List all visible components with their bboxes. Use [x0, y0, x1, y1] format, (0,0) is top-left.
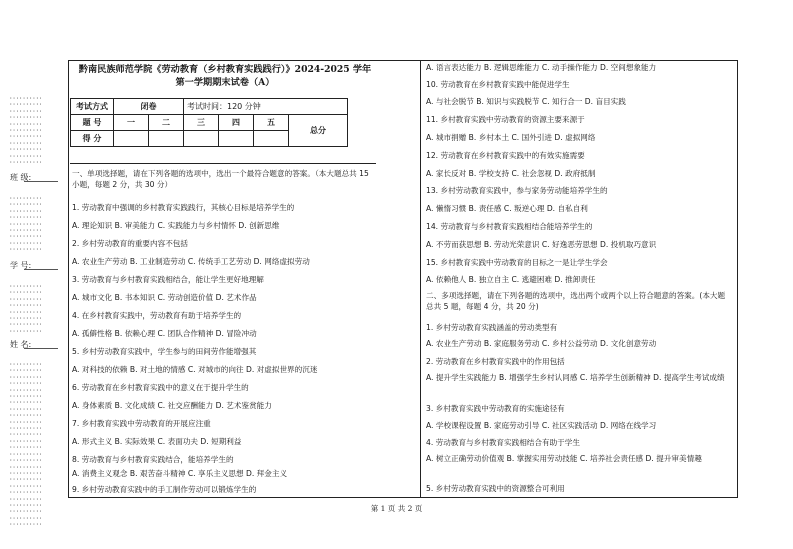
score-cell-4[interactable] — [219, 131, 254, 147]
class-blank — [24, 181, 58, 182]
part-5: 五 — [254, 115, 289, 131]
options-line: A. 学校课程设置 B. 家庭劳动引导 C. 社区实践活动 D. 网络在线学习 — [426, 421, 657, 430]
options-line: A. 形式主义 B. 实际效果 C. 表面功夫 D. 短期利益 — [72, 437, 242, 446]
score-cell-1[interactable] — [114, 131, 149, 147]
score-cell-3[interactable] — [184, 131, 219, 147]
question-number-label: 题 号 — [71, 115, 114, 131]
exam-time: 考试时间：120 分钟 — [184, 99, 348, 115]
score-table — [70, 98, 348, 147]
score-label: 得 分 — [71, 131, 114, 147]
dotted-seal-line: ·········· ·········· ·········· ·········· ·········· ·········· ·········· ·········· ·········· ·········· ·········· ·········· ·········· ·········· ·········· ·········· ·········· ·········· ·········· ·········· ·········· ·········· ·········· ·········· ·········· ·········· — [9, 362, 43, 529]
options-line: A. 身体素质 B. 文化成绩 C. 社交应酬能力 D. 艺术鉴赏能力 — [72, 401, 272, 410]
options-line: A. 家长反对 B. 学校支持 C. 社会忽视 D. 政府抵制 — [426, 169, 596, 178]
options-line: A. 消费主义观念 B. 艰苦奋斗精神 C. 享乐主义思想 D. 拜金主义 — [72, 469, 288, 478]
options-line: A. 城市捐赠 B. 乡村本土 C. 国外引进 D. 虚拟网络 — [426, 133, 596, 142]
binding-strip — [0, 0, 66, 549]
question-line: 13. 乡村劳动教育实践中，参与家务劳动能培养学生的 — [426, 186, 608, 195]
question-line: 5. 乡村劳动教育实践中的资源整合可利用 — [426, 484, 565, 493]
options-line: A. 孤僻性格 B. 依赖心理 C. 团队合作精神 D. 冒险冲动 — [72, 329, 257, 338]
dotted-seal-line: ·········· ·········· ·········· ·········· ·········· ·········· ·········· ·········· ·········· ·········· ·········· — [9, 96, 43, 167]
exam-title — [70, 63, 380, 89]
name-blank — [24, 348, 58, 349]
question-line: 3. 劳动教育与乡村教育实践相结合，能让学生更好地理解 — [72, 275, 264, 284]
question-line: 14. 劳动教育与乡村教育实践相结合能培养学生的 — [426, 222, 593, 231]
options-line: A. 依赖他人 B. 独立自主 C. 逃避困难 D. 推卸责任 — [426, 275, 596, 284]
options-line: A. 不劳而获思想 B. 劳动光荣意识 C. 好逸恶劳思想 D. 投机取巧意识 — [426, 240, 657, 249]
score-cell-2[interactable] — [149, 131, 184, 147]
question-line: 10. 劳动教育在乡村教育实践中能促进学生 — [426, 80, 570, 89]
left-column — [72, 168, 378, 494]
question-line: 8. 劳动教育与乡村教育实践结合，能培养学生的 — [72, 455, 234, 464]
question-line: 11. 乡村教育实践中劳动教育的资源主要来源于 — [426, 115, 585, 124]
exam-mode-value: 闭卷 — [114, 99, 184, 115]
part-4: 四 — [219, 115, 254, 131]
class-label: 班 级: — [10, 173, 32, 182]
question-line: 12. 劳动教育在乡村教育实践中的有效实施需要 — [426, 151, 585, 160]
score-cell-5[interactable] — [254, 131, 289, 147]
options-line: A. 提升学生实践能力 B. 增强学生乡村认同感 C. 培养学生创新精神 D. 提高学生考试成绩 — [426, 373, 725, 382]
question-line: 6. 劳动教育在乡村教育实践中的意义在于提升学生的 — [72, 383, 249, 392]
question-line: 1. 乡村劳动教育实践涵盖的劳动类型有 — [426, 323, 558, 332]
student-id-blank — [24, 269, 58, 270]
options-line: A. 城市文化 B. 书本知识 C. 劳动创造价值 D. 艺术作品 — [72, 293, 257, 302]
right-column — [426, 62, 734, 496]
question-line: 5. 乡村劳动教育实践中，学生参与的田间劳作能增强其 — [72, 347, 257, 356]
part-2: 二 — [149, 115, 184, 131]
title-line-2: 第一学期期末试卷（A） — [175, 77, 275, 88]
question-line: 15. 乡村教育实践中劳动教育的目标之一是让学生学会 — [426, 258, 608, 267]
student-id-label: 学 号: — [10, 261, 32, 270]
options-line: A. 懒惰习惯 B. 责任感 C. 叛逆心理 D. 自私自利 — [426, 204, 588, 213]
options-line: A. 农业生产劳动 B. 工业制造劳动 C. 传统手工艺劳动 D. 网络虚拟劳动 — [72, 257, 310, 266]
question-line: 4. 劳动教育与乡村教育实践相结合有助于学生 — [426, 438, 580, 447]
page-number: 第 1 页 共 2 页 — [370, 504, 423, 513]
title-line-1: 黔南民族师范学院《劳动教育（乡村教育实践践行）》2024-2025 学年 — [78, 64, 372, 75]
part-3: 三 — [184, 115, 219, 131]
options-line: A. 树立正确劳动价值观 B. 掌握实用劳动技能 C. 培养社会责任感 D. 提升审美情趣 — [426, 454, 702, 463]
section-rule — [70, 163, 376, 164]
options-line: A. 农业生产劳动 B. 家庭服务劳动 C. 乡村公益劳动 D. 文化创意劳动 — [426, 339, 657, 348]
section1-heading: 一、单项选择题，请在下列各题的选项中，选出一个最符合题意的答案。（本大题总共 15 小题，每题 2 分，共 30 分） — [72, 169, 369, 189]
section2-heading: 二、多项选择题，请在下列各题的选项中，选出两个或两个以上符合题意的答案。(本大题总共 5 题，每题 4 分，共 20 分) — [426, 291, 726, 311]
question-line: 4. 在乡村教育实践中，劳动教育有助于培养学生的 — [72, 311, 242, 320]
column-divider — [420, 60, 421, 498]
dotted-seal-line: ·········· ·········· ·········· ·········· ·········· ·········· ·········· ·········· — [9, 284, 43, 335]
question-line: 1. 劳动教育中强调的乡村教育实践践行，其核心目标是培养学生的 — [72, 203, 295, 212]
name-label: 姓 名: — [10, 340, 32, 349]
options-line: A. 理论知识 B. 审美能力 C. 实践能力与乡村情怀 D. 创新思维 — [72, 221, 280, 230]
options-line: A. 对科技的依赖 B. 对土地的情感 C. 对城市的向往 D. 对虚拟世界的沉迷 — [72, 365, 318, 374]
exam-mode-label: 考试方式 — [71, 99, 114, 115]
part-1: 一 — [114, 115, 149, 131]
dotted-seal-line: ·········· ·········· ·········· ·········· ·········· ·········· ·········· ·········· ·········· — [9, 196, 43, 254]
question-line: 9. 乡村劳动教育实践中的手工制作劳动可以锻炼学生的 — [72, 485, 257, 494]
question-line: 2. 劳动教育在乡村教育实践中的作用包括 — [426, 357, 565, 366]
total-label: 总分 — [289, 115, 348, 147]
options-line: A. 与社会脱节 B. 知识与实践脱节 C. 知行合一 D. 盲目实践 — [426, 97, 626, 106]
question-line: 2. 乡村劳动教育的重要内容不包括 — [72, 239, 188, 248]
question-line: 7. 乡村教育实践中劳动教育的开展应注重 — [72, 419, 211, 428]
question-line: 3. 乡村教育实践中劳动教育的实施途径有 — [426, 404, 565, 413]
options-line: A. 语言表达能力 B. 逻辑思维能力 C. 动手操作能力 D. 空间想象能力 — [426, 63, 657, 72]
